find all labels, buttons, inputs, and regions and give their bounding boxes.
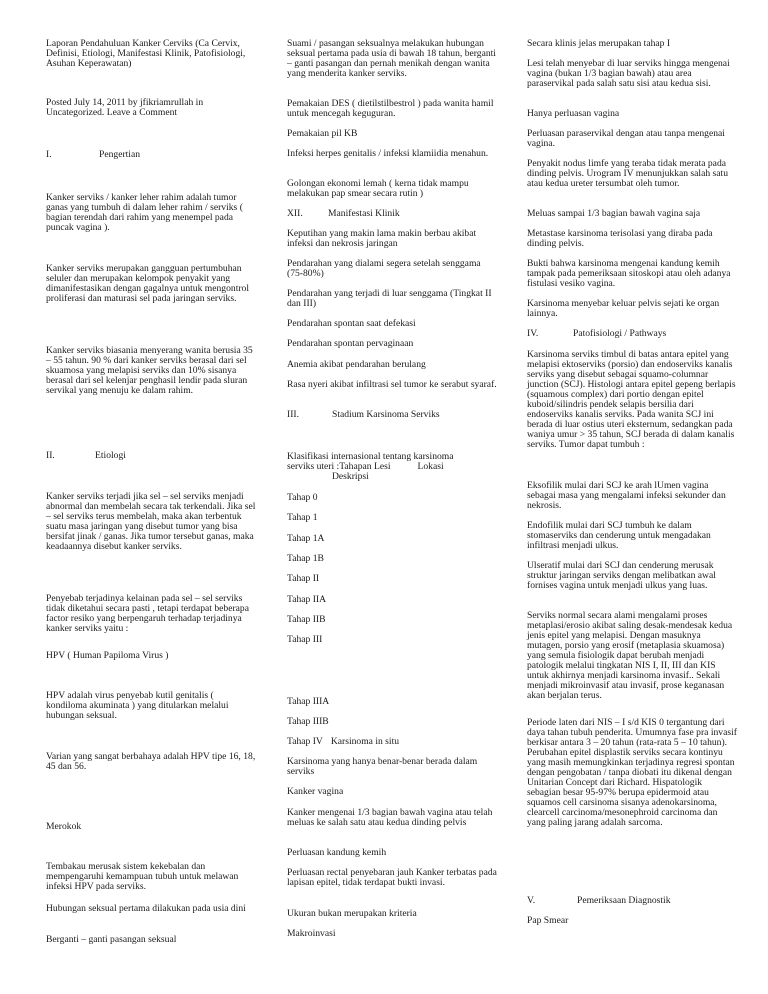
- column-lokasi: Lokasi: [417, 461, 444, 472]
- paragraph: Hanya perluasan vagina: [527, 108, 620, 119]
- stage-item: Tahap 0: [287, 492, 318, 503]
- paragraph: Merokok: [46, 821, 82, 832]
- classification-intro: [287, 452, 497, 482]
- section-title: Pemeriksaan Diagnostik: [577, 895, 671, 906]
- classification-line-2: serviks uteri :Tahapan Lesi: [287, 461, 391, 472]
- stage-item: Tahap IIB: [287, 614, 326, 625]
- paragraph: Eksofilik mulai dari SCJ ke arah lUmen vagina sebagai masa yang mengalami infeksi sekunder dan nekrosis.: [527, 480, 726, 511]
- stage-label: Tahap IV: [287, 736, 323, 747]
- paragraph: Kanker serviks biasania menyerang wanita berusia 35 – 55 tahun. 90 % dari kanker serviks berasal dari sel skuamosa yang melapisi serviks dan 10% sisanya berasal dari sel kelenjar penghasil lendir pada sluran servikal yang menuju ke dalam rahim.: [46, 345, 253, 396]
- section-title: Patofisiologi / Pathways: [573, 328, 667, 339]
- paragraph: HPV adalah virus penyebab kutil genitalis ( kondiloma akuminata ) yang ditularkan melalui hubungan seksual.: [46, 690, 229, 721]
- stage-description: Karsinoma in situ: [330, 736, 400, 747]
- paragraph: Kanker mengenai 1/3 bagian bawah vagina atau telah meluas ke salah satu atau kedua dinding pelvis: [287, 807, 493, 828]
- paragraph: Penyakit nodus limfe yang teraba tidak merata pada dinding pelvis. Urogram IV menunjukkan salah satu atau kedua ureter tersumbat oleh tumor.: [527, 158, 728, 189]
- paragraph: Ukuran bukan merupakan kriteria: [287, 908, 417, 919]
- paragraph: Pendarahan spontan pervaginaan: [287, 338, 414, 349]
- stage-item-iv: [287, 737, 497, 747]
- paragraph: Pemakaian pil KB: [287, 128, 358, 139]
- paragraph: Berganti – ganti pasangan seksual: [46, 934, 177, 945]
- paragraph: Kanker serviks merupakan gangguan pertumbuhan seluler dan merupakan kelompok penyakit yang dimanifestasikan dengan gagalnya untuk mengontrol proliferasi dan maturasi sel pada jaringan serviks.: [46, 263, 250, 304]
- section-heading-diagnostik: [527, 896, 737, 906]
- section-number: I.: [46, 149, 52, 160]
- paragraph: Perluasan paraservikal dengan atau tanpa mengenai vagina.: [527, 128, 725, 149]
- stage-item: Tahap III: [287, 634, 323, 645]
- section-heading-manifestasi: [287, 209, 497, 219]
- section-number: II.: [46, 450, 55, 461]
- paragraph: Serviks normal secara alami mengalami proses metaplasi/erosio akibat saling desak-mendesak kedua jenis epitel yang melapisi. Dengan masuknya mutagen, porsio yang erosif (metaplasia skuamosa) yang semula fisiologik dapat berubah menjadi patologik melalui tingkatan NIS I, II, III dan KIS untuk akhirnya menjadi karsinoma invasif.. Sekali menjadi mikroinvasif atau invasif, prose keganasan akan berjalan terus.: [527, 610, 733, 701]
- stage-item: Tahap 1A: [287, 533, 325, 544]
- paragraph: Kanker serviks / kanker leher rahim adalah tumor ganas yang tumbuh di dalam leher rahim / serviks ( bagian terendah dari rahim yang menempel pada puncak vagina ).: [46, 192, 243, 233]
- paragraph: Suami / pasangan seksualnya melakukan hubungan seksual pertama pada usia di bawah 18 tahun, berganti – ganti pasangan dan pernah menikah dengan wanita yang menderita kanker serviks.: [287, 38, 496, 79]
- section-title: Pengertian: [99, 149, 141, 160]
- section-number: XII.: [287, 208, 303, 219]
- stage-item: Tahap IIA: [287, 594, 327, 605]
- paragraph: Makroinvasi: [287, 928, 336, 939]
- stage-item: Tahap 1B: [287, 553, 324, 564]
- paragraph: Lesi telah menyebar di luar serviks hingga mengenai vagina (bukan 1/3 bagian bawah) atau area paraservikal pada salah satu sisi atau kedua sisi.: [527, 58, 730, 89]
- section-number: IV.: [527, 328, 539, 339]
- paragraph: Pendarahan spontan saat defekasi: [287, 318, 416, 329]
- stage-item: Tahap IIIB: [287, 716, 329, 727]
- paragraph: HPV ( Human Papiloma Virus ): [46, 650, 169, 661]
- classification-line-1: Klasifikasi internasional tentang karsinoma: [287, 451, 454, 462]
- paragraph: Kanker vagina: [287, 786, 344, 797]
- section-title: Manifestasi Klinik: [328, 208, 400, 219]
- section-title: Stadium Karsinoma Serviks: [332, 409, 440, 420]
- paragraph: Perluasan kandung kemih: [287, 847, 387, 858]
- paragraph: Golongan ekonomi lemah ( kerna tidak mampu melakukan pap smear secara rutin ): [287, 178, 469, 199]
- paragraph: Periode laten dari NIS – I s/d KIS 0 tergantung dari daya tahan tubuh penderita. Umumnya fase pra invasif berkisar antara 3 – 20 tahun (rata-rata 5 – 10 tahun). Perubahan epitel displastik serviks secara kontinyu yang masih memungkinkan terjadinya regresi spontan dengan pengobatan / tanpa diobati itu dikenal dengan Unitarian Concept dari Richard. Hispatologik sebagian besar 95-97% berupa epidermoid atau squamos cell carsinoma sisanya adenokarsinoma, clearcell carcinoma/mesonephroid carcinoma dan yang paling jarang adalah sarcoma.: [527, 717, 737, 828]
- paragraph: Karsinoma serviks timbul di batas antara epitel yang melapisi ektoserviks (porsio) dan endoserviks kanalis serviks yang disebut sebagai squamo-columnar junction (SCJ). Histologi antara epitel gepeng berlapis (squamous complex) dari portio dengan epitel kuboid/silindris pendek selapis bersilia dari endoserviks kanalis serviks. Pada wanita SCJ ini berada di luar ostius uteri eksternum, sedangkan pada waniya umur > 35 tahun, SCJ berada di dalam kanalis serviks. Tumor dapat tumbuh :: [527, 349, 736, 450]
- section-heading-pengertian: [46, 150, 256, 160]
- paragraph: Pap Smear: [527, 915, 569, 926]
- paragraph: Varian yang sangat berbahaya adalah HPV tipe 16, 18, 45 dan 56.: [46, 751, 256, 772]
- section-heading-patofisiologi: [527, 329, 737, 339]
- column-deskripsi: Deskripsi: [332, 471, 369, 482]
- document-title: Laporan Pendahuluan Kanker Cerviks (Ca Cervix, Definisi, Etiologi, Manifestasi Klinik, Patofisiologi, Asuhan Keperawatan): [46, 38, 246, 69]
- paragraph: Secara klinis jelas merupakan tahap I: [527, 38, 671, 49]
- section-heading-stadium: [287, 410, 497, 420]
- stage-item: Tahap IIIA: [287, 696, 330, 707]
- post-meta: Posted July 14, 2011 by jfikriamrullah in Uncategorized. Leave a Comment: [46, 97, 204, 118]
- paragraph: Karsinoma menyebar keluar pelvis sejati ke organ lainnya.: [527, 298, 720, 319]
- section-title: Etiologi: [95, 450, 126, 461]
- paragraph: Penyebab terjadinya kelainan pada sel – sel serviks tidak diketahui secara pasti , tetapi terdapat beberapa factor resiko yang berpengaruh terhadap terjadinya kanker serviks yaitu :: [46, 593, 249, 634]
- section-heading-etiologi: [46, 451, 256, 461]
- section-number: V.: [527, 895, 536, 906]
- paragraph: Anemia akibat pendarahan berulang: [287, 359, 426, 370]
- paragraph: Endofilik mulai dari SCJ tumbuh ke dalam stomaserviks dan cenderung untuk mengadakan infiltrasi menjadi ulkus.: [527, 520, 711, 551]
- paragraph: Tembakau merusak sistem kekebalan dan mempengaruhi kemampuan tubuh untuk melawan infeksi HPV pada serviks.: [46, 861, 239, 892]
- paragraph: Hubungan seksual pertama dilakukan pada usia dini: [46, 903, 246, 914]
- paragraph: Pendarahan yang dialami segera setelah senggama (75-80%): [287, 258, 481, 279]
- paragraph: Rasa nyeri akibat infiltrasi sel tumor ke serabut syaraf.: [287, 379, 497, 390]
- paragraph: Pendarahan yang terjadi di luar senggama (Tingkat II dan III): [287, 288, 492, 309]
- paragraph: Keputihan yang makin lama makin berbau akibat infeksi dan nekrosis jaringan: [287, 228, 477, 249]
- paragraph: Perluasan rectal penyebaran jauh Kanker terbatas pada lapisan epitel, tidak terdapat bukti invasi.: [287, 867, 497, 888]
- paragraph: Metastase karsinoma terisolasi yang diraba pada dinding pelvis.: [527, 228, 713, 249]
- paragraph: Ulseratif mulai dari SCJ dan cenderung merusak struktur jaringan serviks dengan melibatkan awal fornises vagina untuk menjadi ulkus yang luas.: [527, 560, 716, 591]
- paragraph: Bukti bahwa karsinoma mengenai kandung kemih tampak pada pemeriksaan sitoskopi atau oleh adanya fistulasi vesiko vagina.: [527, 258, 731, 289]
- paragraph: Kanker serviks terjadi jika sel – sel serviks menjadi abnormal dan membelah secara tak terkendali. Jika sel – sel serviks terus membelah, maka akan terbentuk suatu masa jaringan yang disebut tumor yang bisa bersifat jinak / ganas. Jika tumor tersebut ganas, maka keadaannya disebut kanker serviks.: [46, 491, 256, 552]
- stage-item: Tahap II: [287, 573, 320, 584]
- paragraph: Meluas sampai 1/3 bagian bawah vagina saja: [527, 208, 701, 219]
- paragraph: Infeksi herpes genitalis / infeksi klamiidia menahun.: [287, 148, 489, 159]
- stage-item: Tahap 1: [287, 512, 318, 523]
- paragraph: Karsinoma yang hanya benar-benar berada dalam serviks: [287, 756, 478, 777]
- section-number: III.: [287, 409, 299, 420]
- paragraph: Pemakaian DES ( dietilstilbestrol ) pada wanita hamil untuk mencegah keguguran.: [287, 98, 494, 119]
